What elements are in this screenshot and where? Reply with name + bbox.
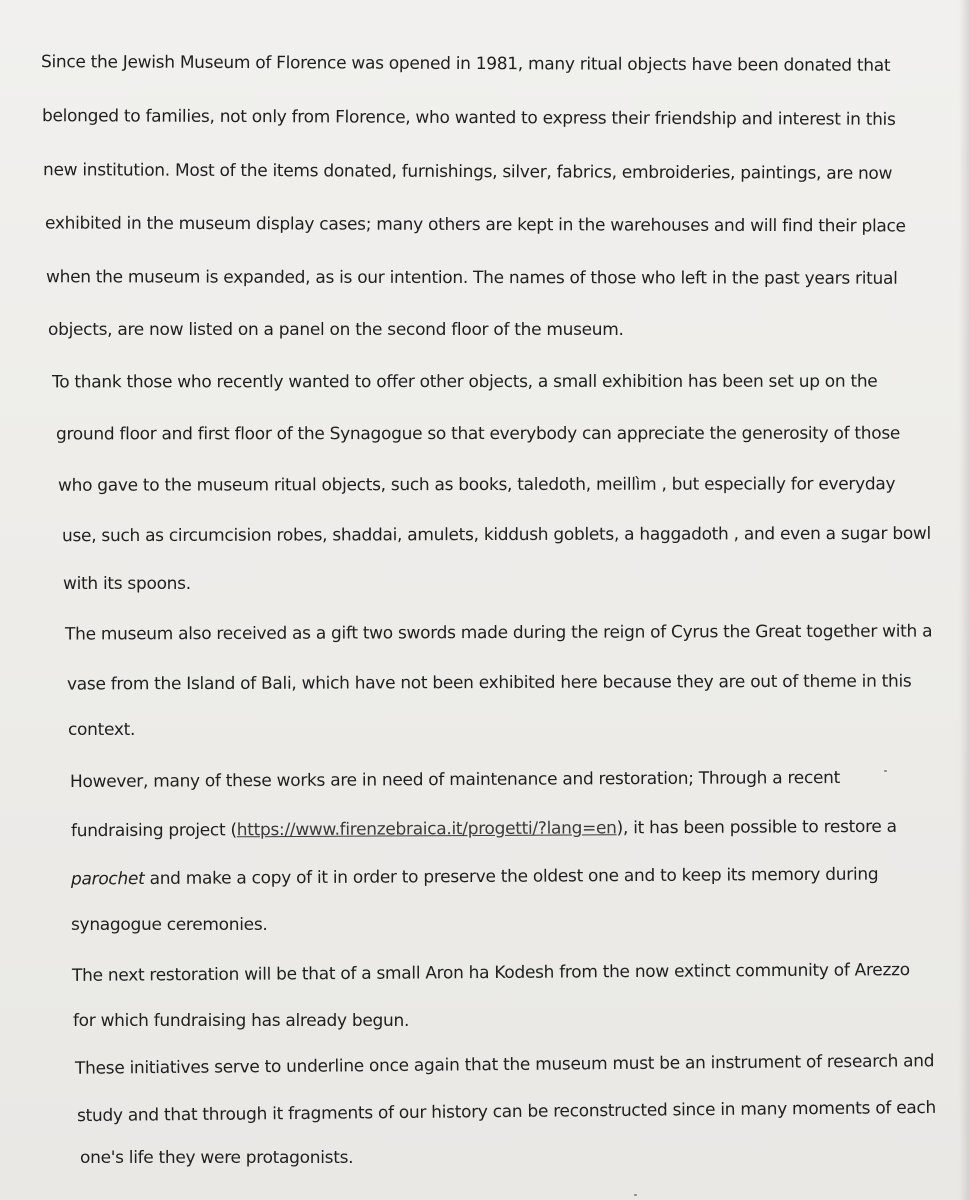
text-line: exhibited in the museum display cases; many others are kept in the warehouses and will find their place (44, 213, 906, 237)
fundraising-link[interactable]: https://www.firenzebraica.it/progetti/?lang=en (236, 818, 617, 841)
text-line: synagogue ceremonies. (71, 915, 268, 935)
text-fragment: and make a copy of it in order to preserve the oldest one and to keep its memory during (144, 864, 879, 890)
text-line: one's life they were protagonists. (80, 1148, 354, 1168)
text-line: objects, are now listed on a panel on the second floor of the museum. (48, 320, 624, 340)
text-line-parochet (71, 864, 878, 891)
text-fragment: fundraising project ( (70, 820, 237, 842)
text-line: The next restoration will be that of a small Aron ha Kodesh from the now extinct community of Arezzo (71, 960, 910, 986)
text-line: new institution. Most of the items donated, furnishings, silver, fabrics, embroideries, paintings, are now (42, 160, 893, 184)
text-line: who gave to the museum ritual objects, such as books, taledoth, meillìm , but especially for everyday (57, 474, 896, 496)
text-line: vase from the Island of Bali, which have not been exhibited here because they are out of theme in this (66, 671, 912, 695)
text-fragment: ), it has been possible to restore a (616, 816, 897, 839)
text-line: for which fundraising has already begun. (73, 1011, 410, 1031)
text-line: ground floor and first floor of the Synagogue so that everybody can appreciate the generosity of those (55, 423, 901, 445)
italic-term: parochet (70, 869, 145, 890)
text-line: with its spoons. (63, 574, 191, 594)
text-line: when the museum is expanded, as is our intention. The names of those who left in the past years ritual (45, 267, 898, 289)
text-line: use, such as circumcision robes, shaddai, amulets, kiddush goblets, a haggadoth , and even a sugar bowl (61, 523, 931, 547)
paper-speck (634, 1194, 637, 1196)
text-line: belonged to families, not only from Florence, who wanted to express their friendship and interest in this (41, 106, 896, 130)
paper-speck (884, 770, 887, 772)
text-line: The museum also received as a gift two swords made during the reign of Cyrus the Great together with a (64, 621, 933, 645)
text-line: To thank those who recently wanted to offer other objects, a small exhibition has been set up on the (51, 371, 878, 393)
text-line: context. (68, 720, 136, 740)
text-line: Since the Jewish Museum of Florence was opened in 1981, many ritual objects have been donated that (40, 52, 891, 76)
text-line: These initiatives serve to underline once again that the museum must be an instrument of research and (74, 1051, 935, 1079)
text-line: However, many of these works are in need of maintenance and restoration; Through a recent (69, 767, 841, 793)
page-edge-shadow (959, 0, 969, 1200)
text-line-fundraising (71, 816, 897, 842)
text-line: study and that through it fragments of our history can be reconstructed since in many moments of each (76, 1097, 937, 1127)
